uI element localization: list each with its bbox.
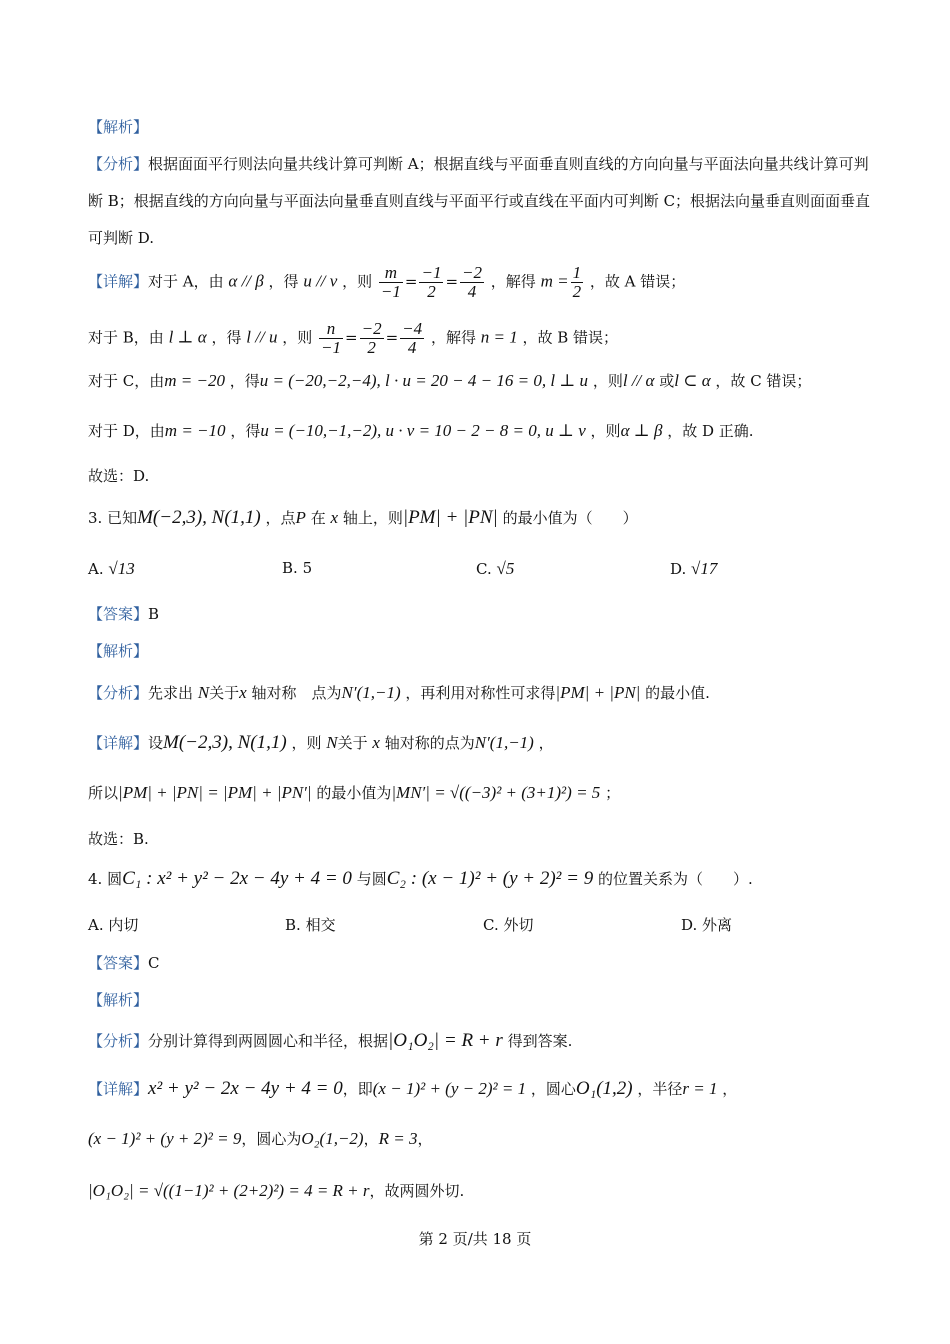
q2-b-t3: ，解得 [430, 328, 476, 347]
q3-de-m4: N′(1,−1) [474, 733, 534, 752]
q4-an-pre: 分别计算得到两圆圆心和半径，根据 [148, 1032, 389, 1050]
q4-jiexi-tag: 【解析】 [88, 991, 149, 1009]
q2-a-frac4: $\frac{1}{2}$ [572, 263, 582, 301]
q2-b-m3: n = 1 [480, 327, 518, 347]
q4-stem-m1: C₁ : x² + y² − 2x − 4y + 4 = 0 [122, 868, 352, 889]
q3-de-m1: M(−2,3), N(1,1) [163, 732, 287, 753]
q3-detail [88, 732, 554, 754]
q3-de-pre: 设 [148, 734, 164, 752]
q2-detail-a: 【详解】对于 A，由 α // β ，得 u // v ，则 $\frac{m}{-1}$ = $\frac{-1}{2}$ = $\frac{-2}{4}$ ，解得 m = $\frac{1}{2}$ ，故 A 错误； [88, 263, 686, 301]
q2-jiexi-tag: 【解析】 [88, 118, 149, 136]
q3-de-t1: ，则 [291, 734, 322, 752]
q4-stem-m2: C₂ : (x − 1)² + (y + 2)² = 9 [386, 868, 594, 889]
q3-an-t1: 关于 [209, 684, 240, 702]
q4-de-m1: x² + y² − 2x − 4y + 4 = 0 [148, 1078, 343, 1099]
q3-stem-m2: P [295, 508, 306, 527]
q2-c-m1: m = −20 [164, 371, 225, 390]
q4-de-t1: ，即 [342, 1080, 373, 1098]
q2-choose: 故选：D. [88, 467, 150, 485]
q4-de-t3: ，半径 [637, 1080, 683, 1098]
q4-de-t2: ，圆心 [530, 1080, 576, 1098]
q3-stem [88, 507, 638, 529]
page-footer: 第 2 页/共 18 页 [418, 1230, 532, 1248]
q3-an-t2: 轴对称 点为 [251, 684, 342, 702]
q2-a-frac3: $\frac{-2}{4}$ [462, 263, 483, 301]
q2-analysis-tag: 【分析】 [88, 155, 149, 173]
q2-d-t2: ，则 [590, 422, 621, 440]
q4-answer [88, 952, 160, 974]
q3-an-m2: x [239, 683, 247, 702]
q4-option-c: C. 外切 [483, 916, 534, 934]
q2-detail-tag: 【详解】 [88, 272, 149, 291]
q4-de3-t1: ，故两圆外切. [369, 1182, 465, 1200]
q4-detail3 [88, 1180, 464, 1202]
q4-de3-m1: |O₁O₂| = √((1−1)² + (2+2)²) = 4 = R + r [88, 1181, 370, 1200]
q2-c-m4: l ⊂ α [674, 371, 711, 390]
q2-c-t4: ，故 C 错误； [715, 372, 812, 390]
q2-d-t1: ，得 [230, 422, 261, 440]
q4-de2-m3: R = 3 [378, 1129, 418, 1148]
q4-analysis-tag: 【分析】 [88, 1032, 149, 1050]
q4-answer-value: C [148, 954, 160, 972]
q3-stem-t2: 在 [310, 509, 326, 527]
q3-stem-t4: 的最小值为（ ） [502, 509, 638, 527]
q4-de-m4: r = 1 [682, 1079, 718, 1098]
q3-an-pre: 先求出 [148, 684, 194, 702]
q3-de2-m2: |MN′| = √((−3)² + (3+1)²) = 5 [391, 783, 601, 802]
q2-c-t3: 或 [659, 372, 675, 390]
q3-answer-tag: 【答案】 [88, 605, 149, 623]
q3-de2-t1: 的最小值为 [316, 784, 392, 802]
q3-answer-value: B [148, 605, 160, 623]
q4-de-m2: (x − 1)² + (y − 2)² = 1 [372, 1079, 527, 1098]
q2-analysis [88, 146, 878, 257]
q4-de2-t2: ， [363, 1130, 379, 1148]
q4-an-m1: |O₁O₂| = R + r [388, 1030, 503, 1051]
q3-de-t4: ， [538, 734, 554, 752]
q2-b-t1: ，得 [211, 328, 242, 347]
q3-an-t3: ，再利用对称性可求得 [405, 684, 556, 702]
q2-b-frac2: $\frac{-2}{2}$ [361, 319, 382, 357]
q4-an-t1: 得到答案. [507, 1032, 573, 1050]
q2-a-t3: ，解得 [490, 272, 536, 291]
q2-a-t1: ，得 [268, 272, 299, 291]
q3-option-c: C. √5 [476, 559, 515, 578]
q4-stem [88, 868, 753, 890]
q3-option-d: D. √17 [670, 559, 718, 578]
q4-de2-m2: O₂(1,−2) [301, 1129, 364, 1148]
q2-c-t1: ，得 [229, 372, 260, 390]
q2-a-t2: ，则 [342, 272, 373, 291]
q2-d-m3: α ⊥ β [620, 421, 663, 440]
q2-a-pre: 对于 A，由 [148, 272, 224, 291]
q3-stem-m3: x [330, 508, 339, 527]
q3-de2-m1: |PM| + |PN| = |PM| + |PN′| [118, 783, 312, 802]
q2-d-m1: m = −10 [164, 421, 226, 440]
q4-detail [88, 1078, 737, 1100]
q2-detail-c [88, 370, 811, 392]
q3-detail-tag: 【详解】 [88, 734, 149, 752]
q2-c-m2: u = (−20,−2,−4), l · u = 20 − 4 − 16 = 0, l ⊥ u [259, 371, 589, 390]
q2-b-frac1: $\frac{n}{-1}$ [321, 319, 342, 357]
q3-detail2 [88, 782, 620, 804]
q3-de-t3: 轴对称的点为 [384, 734, 475, 752]
q4-stem-pre: 4. 圆 [88, 870, 123, 888]
q3-de2-t2: ； [605, 784, 621, 802]
q4-stem-t2: 的位置关系为（ ）. [597, 870, 753, 888]
q4-de2-m1: (x − 1)² + (y + 2)² = 9 [88, 1129, 242, 1148]
q3-jiexi-tag: 【解析】 [88, 642, 149, 660]
q3-stem-m4: |PM| + |PN| [402, 507, 498, 528]
q2-a-m2: u // v [303, 271, 338, 291]
q2-analysis-text: 根据面面平行则法向量共线计算可判断 A；根据直线与平面垂直则直线的方向向量与平面法向量共线计算可判断 B；根据直线的方向向量与平面法向量垂直则直线与平面平行或直线在平面内可判断 C；根据法向量垂直则面面垂直可判断 D. [88, 155, 871, 247]
q4-de2-t3: ， [417, 1130, 433, 1148]
q2-detail-d [88, 420, 754, 442]
q4-de-m3: O₁(1,2) [575, 1078, 633, 1099]
q3-analysis [88, 682, 710, 704]
q3-analysis-tag: 【分析】 [88, 684, 149, 702]
q2-c-pre: 对于 C，由 [88, 372, 165, 390]
q3-de-t2: 关于 [337, 734, 368, 752]
q3-de-m3: x [372, 733, 380, 752]
q4-detail-tag: 【详解】 [88, 1080, 149, 1098]
q2-b-t2: ，则 [282, 328, 313, 347]
q4-de2-t1: ，圆心为 [241, 1130, 302, 1148]
q3-stem-t3: 轴上，则 [342, 509, 403, 527]
q2-d-m2: u = (−10,−1,−2), u · v = 10 − 2 − 8 = 0, u ⊥ v [260, 421, 586, 440]
q2-d-t3: ，故 D 正确. [667, 422, 754, 440]
q4-answer-tag: 【答案】 [88, 954, 149, 972]
q3-choose: 故选：B. [88, 830, 149, 848]
q4-analysis [88, 1030, 572, 1052]
q3-option-a: A. √13 [88, 559, 135, 578]
q3-stem-m1: M(−2,3), N(1,1) [137, 507, 261, 528]
q3-an-m3: N′(1,−1) [341, 683, 401, 702]
q4-de-t4: ， [722, 1080, 738, 1098]
q3-stem-t1: ，点 [265, 509, 296, 527]
q4-option-d: D. 外离 [681, 916, 733, 934]
q2-b-m1: l ⊥ α [168, 327, 207, 347]
q4-option-a: A. 内切 [88, 916, 139, 934]
q4-stem-t1: 与圆 [356, 870, 387, 888]
q2-d-pre: 对于 D，由 [88, 422, 165, 440]
q2-c-t2: ，则 [592, 372, 623, 390]
q2-c-m3: l // α [622, 371, 655, 390]
q4-detail2 [88, 1128, 432, 1150]
q3-an-t4: 的最小值. [645, 684, 710, 702]
q3-de-m2: N [326, 733, 338, 752]
q3-stem-pre: 3. 已知 [88, 509, 138, 527]
q2-detail-b: 对于 B，由 l ⊥ α ，得 l // u ，则 $\frac{n}{-1}$ = $\frac{-2}{2}$ = $\frac{-4}{4}$ ，解得 n = 1 ，故 B 错误； [88, 319, 619, 357]
q2-a-m1: α // β [228, 271, 264, 291]
q2-a-t4: ，故 A 错误； [589, 272, 686, 291]
q3-an-m1: N [197, 683, 210, 702]
q2-a-frac1: $\frac{m}{-1}$ [380, 263, 401, 301]
q4-option-b: B. 相交 [285, 916, 336, 934]
q2-b-pre: 对于 B，由 [88, 328, 164, 347]
q2-b-m2: l // u [246, 327, 278, 347]
q3-answer [88, 603, 159, 625]
q3-an-m4: |PM| + |PN| [555, 683, 641, 702]
q2-a-m3: m = [540, 271, 569, 291]
q3-de2-pre: 所以 [88, 784, 119, 802]
q2-a-frac2: $\frac{-1}{2}$ [421, 263, 442, 301]
q3-option-b: B. 5 [282, 559, 313, 577]
q2-b-frac3: $\frac{-4}{4}$ [402, 319, 423, 357]
q2-b-t4: ，故 B 错误； [522, 328, 619, 347]
